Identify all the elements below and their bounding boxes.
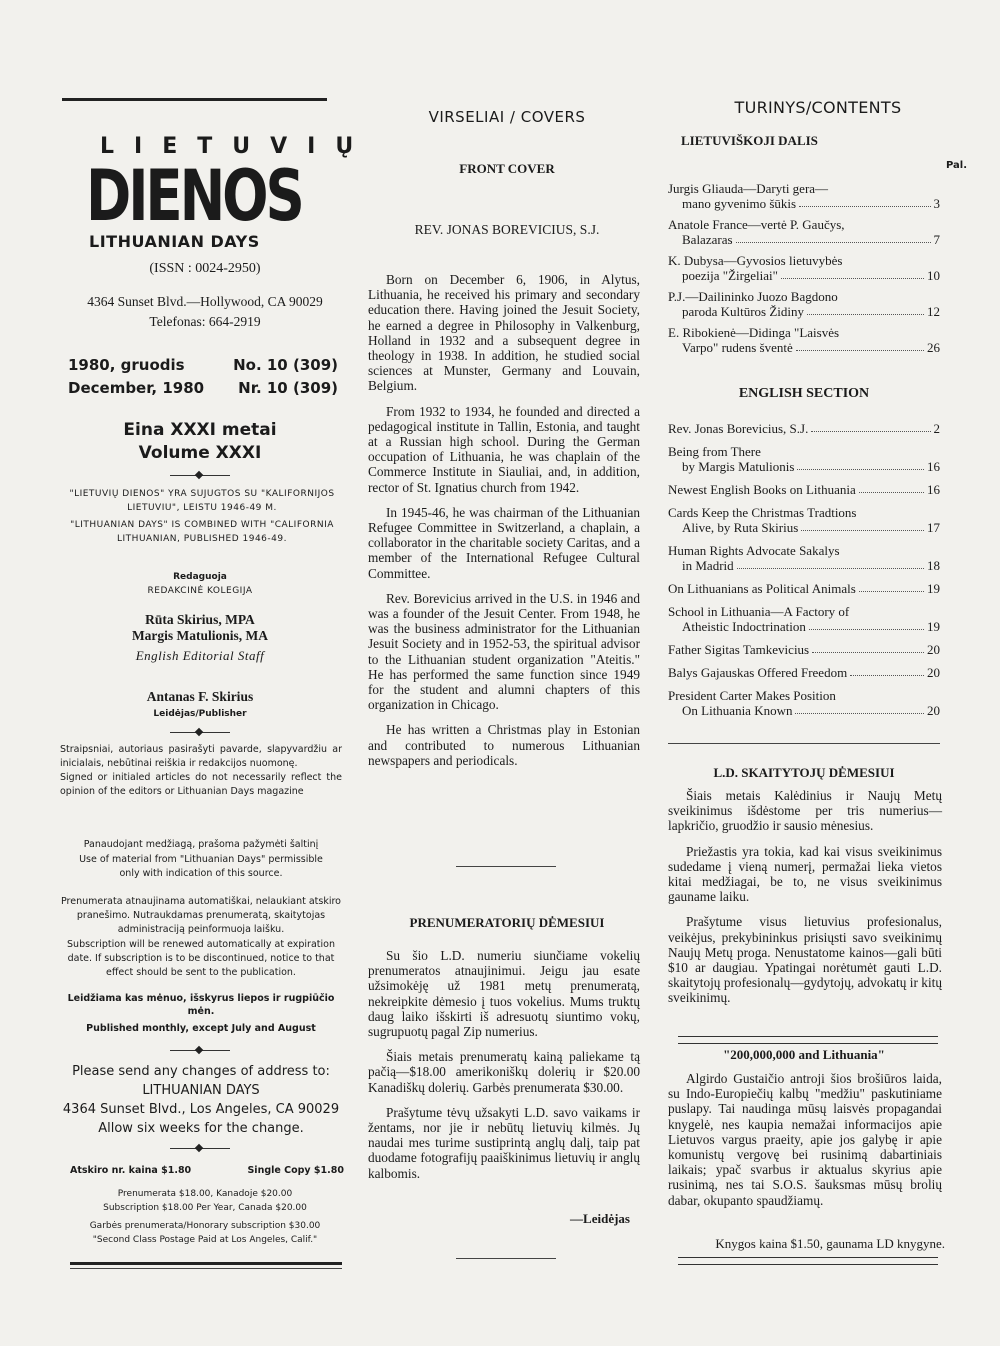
toc-entry-row (668, 340, 940, 355)
toc-entry-line: Human Rights Advocate Sakalys (668, 543, 840, 558)
cover-paragraph: From 1932 to 1934, he founded and directed a pedagogical institute in Tallin, Estonia, and taught at a Russian high school. During the German occupation of Lithuania, he was chaplain of the Commerce Institute in Siauliai, and, in addition, rector of St. Ignatius church from 1942. (368, 403, 640, 495)
toc-entry-row (668, 304, 940, 319)
toc-leader-dots (796, 350, 924, 351)
subscribers-article (368, 948, 640, 1181)
toc-page-number: 19 (927, 619, 940, 634)
toc-leader-dots (850, 675, 924, 676)
title-sub: LITHUANIAN DAYS (89, 232, 260, 251)
toc-page-number: 26 (927, 340, 940, 355)
toc-entry (668, 505, 940, 535)
use-lt: Panaudojant medžiagą, prašoma pažymėti šaltinį (83, 839, 319, 850)
bottom-rule (70, 1262, 342, 1265)
toc-leader-dots (859, 492, 924, 493)
toc-entry-title: Father Sigitas Tamkevicius (668, 642, 810, 657)
toc-entry-title: mano gyvenimo šūkis (682, 196, 797, 211)
cover-paragraph: Born on December 6, 1906, in Alytus, Lithuania, he received his primary and secondary education there. Having joined the Jesuit Society, he earned a degree in Philosophy in Valkenburg, Holland in 1932 and a subsequent degree in theology in 1938. In addition, he studied social sciences at Munster, Germany and Louvain, Belgium. (368, 272, 640, 394)
toc-entry-row (668, 459, 940, 474)
subscribers-heading: PRENUMERATORIŲ DĖMESIUI (409, 915, 605, 930)
renew-lt: Prenumerata atnaujinama automatiškai, nelaukiant atskiro pranešimo. Nutraukdamas prenumeratą, skaitytojas administraciją peinformuoja laišku. (61, 896, 341, 936)
editorial-staff: English Editorial Staff (135, 648, 265, 663)
toc-entry (668, 289, 940, 319)
title-small: LIETUVIŲ (100, 134, 374, 159)
toc-entry-title: Balazaras (682, 232, 733, 247)
subscribers-paragraph: Šiais metais prenumeratų kainą paliekame tą pačią—$18.00 amerikoniškų dolerių ir $20.00 Kanadiškų dolerių. Garbės prenumerata $30.00. (368, 1049, 640, 1095)
address: 4364 Sunset Blvd.—Hollywood, CA 90029 (87, 294, 323, 309)
monthly-lt: Leidžiama kas mėnuo, išskyrus liepos ir rugpiūčio mėn. (67, 993, 335, 1017)
toc-page-number: 12 (927, 304, 940, 319)
toc-entry-title: paroda Kultūros Židiny (682, 304, 805, 319)
disclaimer-lt: Straipsniai, autoriaus pasirašyti pavarde, slapyvardžiu ar inicialais, nebūtinai reiškia ir redakcijos nuomonę. (60, 744, 342, 769)
toc-leader-dots (781, 278, 924, 279)
top-rule (62, 98, 327, 101)
cover-subject-name: REV. JONAS BOREVICIUS, S.J. (414, 222, 600, 237)
toc-leader-dots (807, 314, 924, 315)
toc-entry (668, 604, 940, 634)
number-lt: No. 10 (309) (233, 356, 338, 374)
covers-heading: VIRSELIAI / COVERS (428, 108, 586, 126)
volume-en: Volume XXXI (138, 443, 262, 463)
toc-entry-row (668, 232, 940, 247)
toc-entry (668, 581, 940, 596)
change-line-4: Allow six weeks for the change. (98, 1121, 304, 1136)
toc-leader-dots (737, 568, 924, 569)
toc-page-number: 7 (933, 232, 940, 247)
toc-leader-dots (797, 469, 924, 470)
disclaimer-en: Signed or initialed articles do not necessarily reflect the opinion of the editors or Lithuanian Days magazine (60, 772, 342, 797)
toc-entry-title: Balys Gajauskas Offered Freedom (668, 665, 848, 680)
volume-block (60, 419, 340, 465)
issue-block (68, 354, 338, 400)
toc-page-number: 20 (927, 665, 940, 680)
toc-entry-title: Newest English Books on Lithuania (668, 482, 856, 497)
combined-en: "LITHUANIAN DAYS" IS COMBINED WITH "CALIFORNIA LITHUANIAN, PUBLISHED 1946-49. (70, 520, 334, 544)
phone: Telefonas: 664-2919 (149, 314, 261, 329)
subscribers-paragraph: Prašytume tėvų užsakyti L.D. savo vaikams ir žentams, nor jie ir nebūtų lietuvių kilmės. Jų naudai mes turime sustiprintą anglų dalį, taip pat duodame fotografijų paaiškinimus lietuvių ir anglų kalbomis. (368, 1104, 640, 1181)
toc-entry-line: Being from There (668, 444, 761, 459)
cover-article (368, 272, 640, 768)
ornament-divider (170, 471, 230, 479)
ornament-divider (170, 728, 230, 736)
toc-leader-dots (795, 713, 924, 714)
book-paragraph: Algirdo Gustaičio antroji šios brošiūros laida, su Indo-Europiečių kalbų "medžiu" paskutiniame puslapy. Tai naudinga mūsų laisvės propagandai knygelė, nes kaupia nemažai informacijos apie Lietuvos vargus praeity, apie jos galybę ir apie komunistų vergovę bei rusinimą dabartiniais laikais; ypač svarbus ir aktualus skyrius apie rusinimą, nes tai S.O.S. šauksmas mūsų brolių dabar, okupanto spaudžiamų. (668, 1071, 942, 1208)
toc-entry (668, 253, 940, 283)
editorial-block (60, 570, 340, 598)
change-line-2: LITHUANIAN DAYS (142, 1083, 260, 1098)
lithuanian-toc (668, 181, 940, 361)
readers-article (668, 788, 942, 1006)
lithuanian-section-heading: LIETUVIŠKOJI DALIS (681, 133, 818, 148)
price-lt: Atskiro nr. kaina $1.80 (70, 1165, 192, 1176)
toc-entry (668, 688, 940, 718)
english-section-heading: ENGLISH SECTION (738, 386, 870, 401)
front-cover-heading: FRONT COVER (459, 161, 555, 176)
address-change (60, 1062, 342, 1138)
change-line-1: Please send any changes of address to: (72, 1064, 330, 1079)
change-line-3: 4364 Sunset Blvd., Los Angeles, CA 90029 (62, 1102, 340, 1117)
toc-entry (668, 482, 940, 497)
toc-entry (668, 181, 940, 211)
redakcine-kolegija: REDAKCINĖ KOLEGIJA (147, 586, 253, 596)
cover-paragraph: Rev. Borevicius arrived in the U.S. in 1946 and was a founder of the Jesuit Center. From 1948, he was the business administrator for the Lithuanian Jesuit Society and in 1952-53, the spiritual advisor to the Lithuanian student organization "Ateitis." He has performed the same function since 1949 for the student and alumni chapters of this organization in Chicago. (368, 590, 640, 713)
issn: (ISSN : 0024-2950) (149, 261, 261, 276)
use-en: Use of material from "Lithuanian Days" permissible only with indication of this source. (79, 853, 323, 879)
monthly-en: Published monthly, except July and August (86, 1023, 316, 1034)
toc-leader-dots (809, 629, 924, 630)
volume-lt: Eina XXXI metai (123, 420, 277, 440)
toc-leader-dots (812, 652, 924, 653)
editors (60, 612, 340, 644)
toc-entry-line: Jurgis Gliauda—Daryti gera— (668, 181, 829, 196)
toc-entry-title: poezija "Žirgeliai" (682, 268, 778, 283)
readers-paragraph: Priežastis yra tokia, kad kai visus sveikinimus sudedame į vieną numerį, permažai lieka vietos kitai medžiagai, be to, ne visus sveikinimus gauname laiku. (668, 843, 942, 905)
toc-leader-dots (801, 530, 924, 531)
toc-entry-row (668, 482, 940, 497)
disclaimer (60, 743, 342, 799)
readers-paragraph: Prašytume visus lietuvius profesionalus, veikėjus, prekybininkus prisiųsti savo sveikinimų Naujų Metų proga. Nenustatome kainos—gali būti $10 ar daugiau. Ypatingai norėtumėt gauti L.D. skaitytojų profesionalų—gydytojų, advokatų ir kitų sveikinimų. (668, 914, 942, 1006)
toc-entry-row (668, 520, 940, 535)
toc-page-number: 16 (927, 459, 940, 474)
price-en: Single Copy $1.80 (247, 1165, 344, 1176)
section-divider (456, 1258, 556, 1259)
toc-entry-row (668, 581, 940, 596)
toc-entry (668, 642, 940, 657)
subscription-prices (60, 1187, 350, 1247)
toc-page-number: 2 (933, 421, 940, 436)
combined-lt: "LIETUVIŲ DIENOS" YRA SUJUGTOS SU "KALIFORNIJOS LIETUVIU", LEISTU 1946-49 M. (69, 489, 335, 513)
toc-page-number: 17 (927, 520, 940, 535)
toc-page-number: 18 (927, 558, 940, 573)
publisher-title: Leidėjas/Publisher (153, 709, 247, 719)
renew-en: Subscription will be renewed automatically at expiration date. If subscription is to be discontinued, notice to that effect should be sent to the publication. (67, 938, 335, 979)
toc-page-number: 10 (927, 268, 940, 283)
toc-page-number: 16 (927, 482, 940, 497)
english-toc (668, 421, 940, 726)
honorary-subscription: Garbės prenumerata/Honorary subscription $30.00 (89, 1221, 321, 1231)
number-en: Nr. 10 (309) (238, 379, 338, 397)
readers-paragraph: Šiais metais Kalėdinius ir Naujų Metų sveikinimus išdėstome per tris numerius—lapkričio, gruodžio ir sausio mėnesius. (668, 788, 942, 834)
price-row (70, 1165, 344, 1176)
toc-entry-line: School in Lithuania—A Factory of (668, 604, 850, 619)
toc-entry-line: E. Ribokienė—Didinga "Laisvės (668, 325, 840, 340)
toc-entry-title: Alive, by Ruta Skirius (682, 520, 799, 535)
toc-entry-title: On Lithuanians as Political Animals (668, 581, 856, 596)
toc-entry-row (668, 642, 940, 657)
cover-paragraph: He has written a Christmas play in Estonian and contributed to numerous Lithuanian newspapers and periodicals. (368, 722, 640, 768)
ornament-divider (170, 1144, 230, 1152)
subscription-en: Subscription $18.00 Per Year, Canada $20.00 (103, 1203, 307, 1213)
toc-leader-dots (859, 591, 924, 592)
subscribers-paragraph: Su šio L.D. numeriu siunčiame vokelių prenumeratos atnaujinimui. Jeigu jau esate užsimokėję už 1981 metų prenumeratą, nekreipkite dėmesio į tuos vokelius. Mums truktų daug laiko išskirti iš adresuotų siuntimo vokų, sugrupuotų pagal Zip numerius. (368, 948, 640, 1040)
subscribers-signature: —Leidėjas (570, 1211, 630, 1226)
page-column-label: Pal. (945, 160, 967, 171)
toc-page-number: 20 (927, 703, 940, 718)
toc-entry-line: P.J.—Dailininko Juozo Bagdono (668, 289, 838, 304)
toc-page-number: 20 (927, 642, 940, 657)
toc-entry-line: President Carter Makes Position (668, 688, 836, 703)
publisher-name: Antanas F. Skirius (146, 689, 254, 704)
use-notice (68, 838, 334, 882)
toc-leader-dots (799, 206, 930, 207)
readers-heading: L.D. SKAITYTOJŲ DĖMESIUI (713, 765, 895, 780)
bottom-rule-thin (70, 1268, 342, 1269)
ornament-divider (170, 1046, 230, 1054)
toc-entry-row (668, 558, 940, 573)
book-price: Knygos kaina $1.50, gaunama LD knygyne. (715, 1236, 945, 1251)
toc-leader-dots (736, 242, 931, 243)
toc-entry-row (668, 619, 940, 634)
toc-entry-row (668, 421, 940, 436)
toc-leader-dots (811, 431, 930, 432)
toc-entry-row (668, 268, 940, 283)
subscription-lt: Prenumerata $18.00, Kanadoje $20.00 (117, 1189, 293, 1199)
toc-entry (668, 665, 940, 680)
toc-entry (668, 543, 940, 573)
postage-notice: "Second Class Postage Paid at Los Angeles, Calif." (92, 1235, 318, 1245)
toc-entry-title: Rev. Jonas Borevicius, S.J. (668, 421, 809, 436)
title-big: DIENOS (86, 155, 302, 237)
toc-entry (668, 421, 940, 436)
toc-entry-title: in Madrid (682, 558, 734, 573)
wavy-rule (678, 1257, 938, 1265)
toc-entry-line: Anatole France—vertė P. Gaučys, (668, 217, 845, 232)
date-en: December, 1980 (68, 379, 205, 397)
editor-1: Rūta Skirius, MPA (145, 612, 255, 627)
toc-entry (668, 444, 940, 474)
toc-entry-line: K. Dubysa—Gyvosios lietuvybės (668, 253, 843, 268)
redaguoja: Redaguoja (173, 572, 227, 582)
toc-entry-row (668, 665, 940, 680)
wavy-rule (678, 1036, 938, 1044)
editor-2: Margis Matulionis, MA (131, 628, 269, 643)
toc-entry (668, 217, 940, 247)
contents-heading: TURINYS/CONTENTS (734, 98, 902, 117)
toc-page-number: 19 (927, 581, 940, 596)
book-heading: "200,000,000 and Lithuania" (723, 1047, 885, 1062)
cover-paragraph: In 1945-46, he was chairman of the Lithuanian Refugee Committee in Switzerland, a chaplain, a collaborator in the charitable society Caritas, and a member of the International Refugee Cultural Committee. (368, 504, 640, 581)
toc-entry-title: Varpo" rudens šventė (682, 340, 793, 355)
toc-entry (668, 325, 940, 355)
toc-entry-title: On Lithuania Known (682, 703, 793, 718)
toc-entry-title: Atheistic Indoctrination (682, 619, 806, 634)
toc-entry-line: Cards Keep the Christmas Tradtions (668, 505, 857, 520)
renewal-notice (60, 895, 342, 980)
toc-entry-title: by Margis Matulionis (682, 459, 795, 474)
toc-entry-row (668, 196, 940, 211)
date-lt: 1980, gruodis (68, 356, 185, 374)
section-divider (668, 743, 940, 744)
toc-entry-row (668, 703, 940, 718)
toc-page-number: 3 (933, 196, 940, 211)
publication-frequency (60, 992, 342, 1035)
combined-notice (64, 487, 340, 546)
section-divider (456, 866, 556, 867)
